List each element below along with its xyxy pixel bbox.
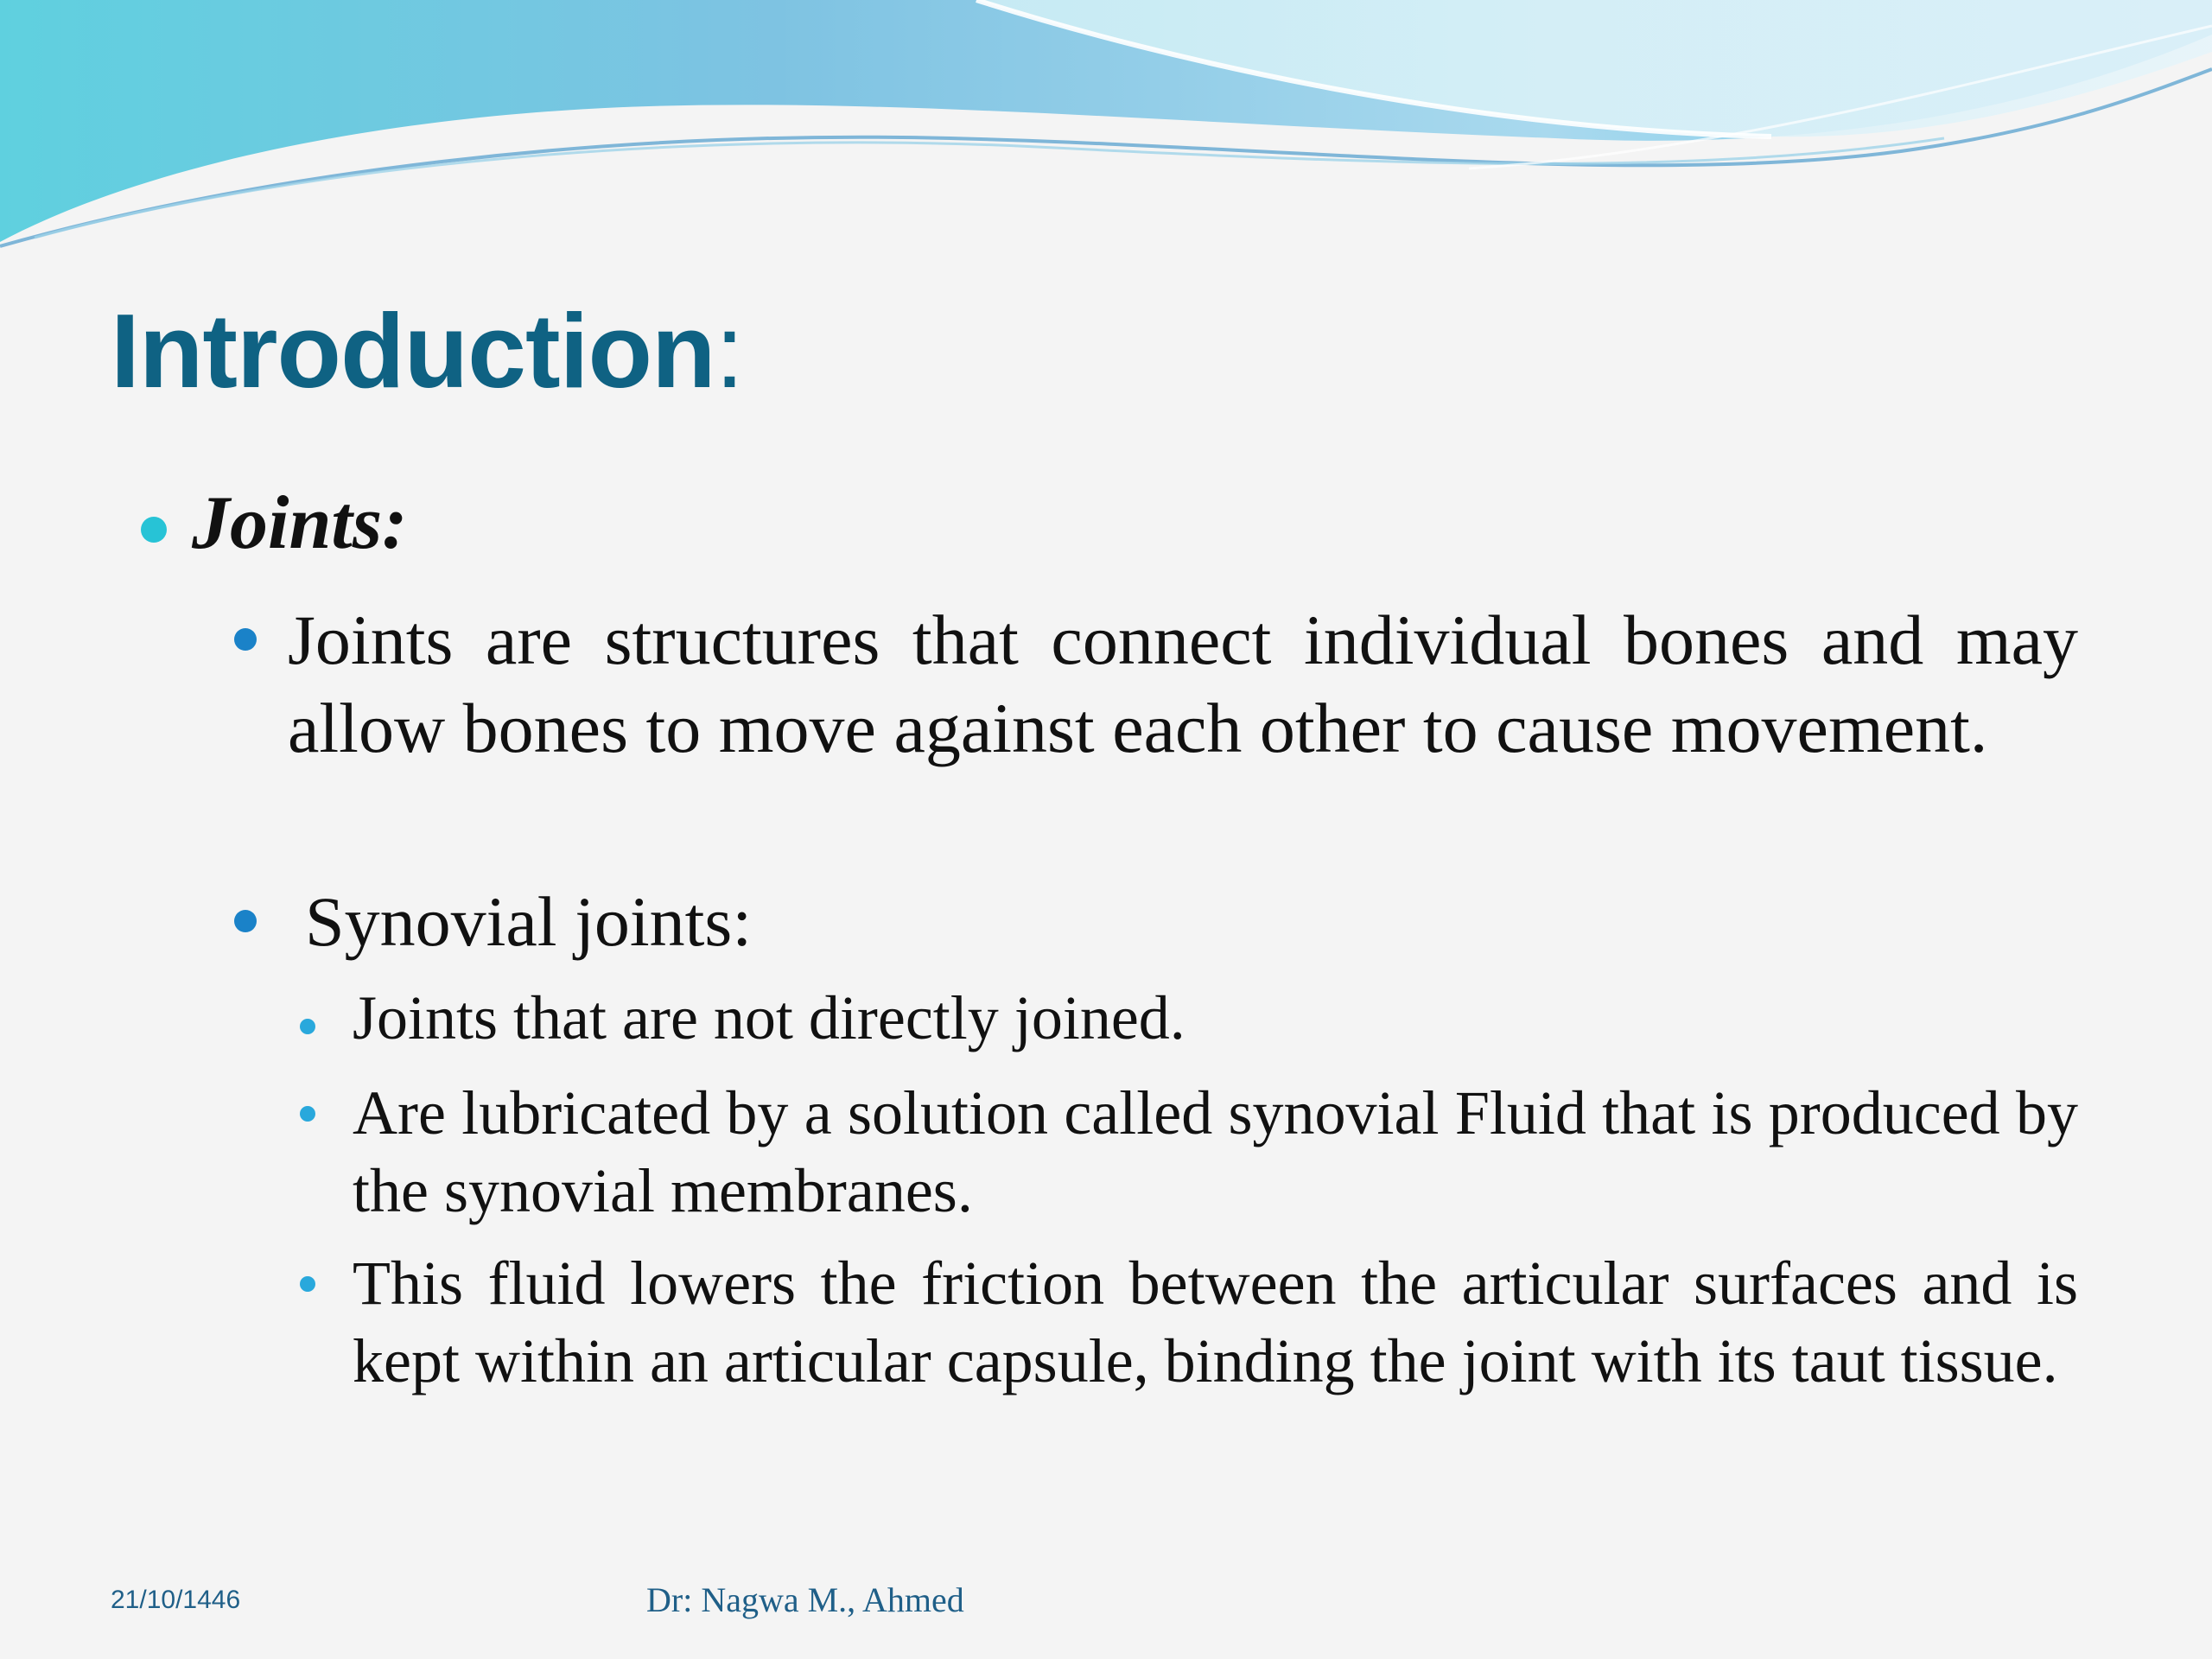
joints-definition: Joints are structures that connect individual bones and may allow bones to move against each other to cause movement. [288,601,2078,767]
title-text: Introduction [111,292,715,410]
footer-date: 21/10/1446 [111,1586,241,1614]
synovial-point-1: Joints that are not directly joined. [353,983,1185,1052]
bullet-level1-icon [141,517,167,543]
synovial-joints-heading: Synovial joints: [305,882,753,961]
bullet-level2-icon [234,910,257,932]
joints-heading: Joints: [192,481,408,565]
footer-author: Dr: Nagwa M., Ahmed [646,1580,964,1619]
bullet-level3-icon [300,1019,315,1034]
title-colon: : [715,292,744,410]
bullet-level3-icon [300,1276,315,1292]
bullet-level3-icon [300,1106,315,1122]
decorative-wave-header [0,0,2212,259]
bullet-level2-icon [234,628,257,651]
synovial-point-3: This fluid lowers the friction between the articular surfaces and is kept within an articular capsule, binding the joint with its taut tissue. [353,1249,2078,1395]
synovial-point-2: Are lubricated by a solution called synovial Fluid that is produced by the synovial membranes. [353,1078,2078,1225]
slide-title [111,292,744,410]
